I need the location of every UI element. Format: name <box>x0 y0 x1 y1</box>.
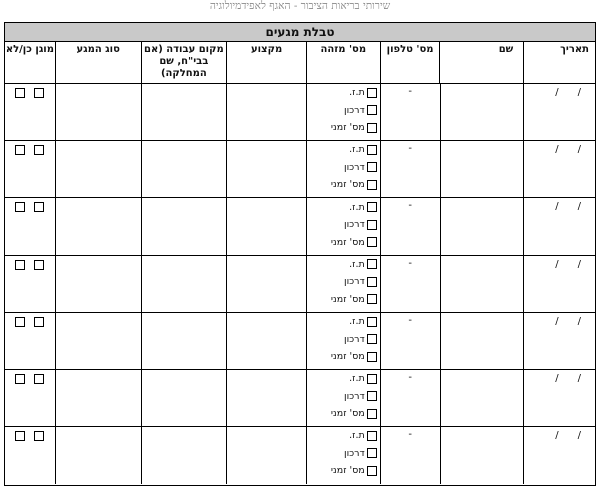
id-option-label: ת.ז. <box>349 258 365 270</box>
id-option <box>307 216 380 234</box>
id-checkbox[interactable] <box>367 123 377 133</box>
id-option-label: דרכון <box>343 333 365 345</box>
id-option-label: דרכון <box>343 447 365 459</box>
phone-placeholder: - <box>408 200 412 212</box>
id-checkbox[interactable] <box>367 105 377 115</box>
protected-cell <box>5 141 55 197</box>
id-option <box>307 176 380 194</box>
name-cell[interactable] <box>440 256 524 312</box>
id-option-label: דרכון <box>343 276 365 288</box>
profession-cell[interactable] <box>226 84 306 140</box>
id-cell <box>306 256 380 312</box>
phone-cell[interactable] <box>380 141 440 197</box>
contact-type-cell[interactable] <box>55 141 141 197</box>
id-option <box>307 256 380 274</box>
contact-type-cell[interactable] <box>55 313 141 369</box>
phone-placeholder: - <box>408 371 412 383</box>
protected-no-checkbox[interactable] <box>15 88 25 98</box>
id-option <box>307 387 380 405</box>
column-header-name: שם <box>439 42 523 83</box>
id-option-label: דרכון <box>343 219 365 231</box>
phone-cell[interactable] <box>380 198 440 254</box>
id-checkbox[interactable] <box>367 259 377 269</box>
id-checkbox[interactable] <box>367 202 377 212</box>
phone-cell[interactable] <box>380 256 440 312</box>
date-placeholder: / / <box>555 258 581 270</box>
protected-yes-checkbox[interactable] <box>34 260 44 270</box>
phone-cell[interactable] <box>380 427 440 484</box>
id-checkbox[interactable] <box>367 180 377 190</box>
id-option <box>307 405 380 423</box>
column-header-protected: מוגן כן/לא <box>5 44 54 55</box>
protected-yes-checkbox[interactable] <box>34 374 44 384</box>
id-option-label: ת.ז. <box>349 144 365 156</box>
name-cell[interactable] <box>440 141 524 197</box>
id-option <box>307 330 380 348</box>
date-placeholder: / / <box>555 315 581 327</box>
protected-boxes <box>5 260 55 270</box>
column-header-id: מס' מזהה <box>306 42 380 83</box>
id-option-label: מס' זמני <box>330 293 365 305</box>
protected-boxes <box>5 202 55 212</box>
workplace-cell[interactable] <box>141 84 227 140</box>
workplace-cell[interactable] <box>141 427 227 484</box>
date-cell[interactable] <box>523 198 595 254</box>
id-option <box>307 348 380 366</box>
date-placeholder: / / <box>555 87 581 98</box>
protected-cell <box>5 370 55 426</box>
protected-no-checkbox[interactable] <box>15 431 25 441</box>
name-cell[interactable] <box>440 427 524 484</box>
id-option-label: מס' זמני <box>330 408 365 420</box>
workplace-cell[interactable] <box>141 370 227 426</box>
protected-cell <box>5 198 55 254</box>
profession-cell[interactable] <box>226 198 306 254</box>
column-header-date: תאריך <box>523 42 595 83</box>
column-header-profession: מקצוע <box>226 42 306 83</box>
id-checkbox[interactable] <box>367 317 377 327</box>
contact-type-cell[interactable] <box>55 370 141 426</box>
id-option <box>307 445 380 463</box>
phone-placeholder: - <box>408 257 412 269</box>
table-row <box>5 256 595 313</box>
id-checkbox[interactable] <box>367 88 377 98</box>
protected-boxes <box>5 145 55 155</box>
id-cell <box>306 141 380 197</box>
id-checkbox[interactable] <box>367 448 377 458</box>
protected-boxes <box>5 88 55 98</box>
id-checkbox[interactable] <box>367 237 377 247</box>
table-row <box>5 313 595 370</box>
id-option-label: ת.ז. <box>349 87 365 99</box>
phone-cell[interactable] <box>380 84 440 140</box>
id-checkbox[interactable] <box>367 352 377 362</box>
id-option-label: ת.ז. <box>349 430 365 442</box>
contact-type-cell[interactable] <box>55 256 141 312</box>
id-cell <box>306 313 380 369</box>
date-cell[interactable] <box>523 256 595 312</box>
protected-no-checkbox[interactable] <box>15 374 25 384</box>
id-option-label: מס' זמני <box>330 351 365 362</box>
phone-placeholder: - <box>408 143 412 155</box>
id-checkbox[interactable] <box>367 391 377 401</box>
date-placeholder: / / <box>555 372 581 384</box>
id-checkbox[interactable] <box>367 294 377 304</box>
column-header-workplace: מקום עבודה (אם בבי"ח, שם המחלקה) <box>141 42 227 83</box>
table-row <box>5 84 595 141</box>
table-row <box>5 427 595 484</box>
table-header-row <box>5 42 595 84</box>
workplace-cell[interactable] <box>141 313 227 369</box>
name-cell[interactable] <box>440 84 524 140</box>
name-cell[interactable] <box>440 370 524 426</box>
profession-cell[interactable] <box>226 313 306 369</box>
id-option-label: מס' זמני <box>330 465 365 477</box>
table-row <box>5 370 595 427</box>
protected-yes-checkbox[interactable] <box>34 317 44 327</box>
contacts-table <box>4 22 596 486</box>
id-option-label: מס' זמני <box>330 122 365 134</box>
protected-cell <box>5 84 55 140</box>
id-option <box>307 84 380 102</box>
id-option <box>307 102 380 120</box>
id-checkbox[interactable] <box>367 162 377 172</box>
protected-yes-checkbox[interactable] <box>34 145 44 155</box>
phone-placeholder: - <box>408 429 412 441</box>
date-placeholder: / / <box>555 201 581 213</box>
id-option <box>307 313 380 331</box>
id-option-label: ת.ז. <box>349 373 365 385</box>
date-cell[interactable] <box>523 84 595 140</box>
id-option-label: דרכון <box>343 390 365 402</box>
phone-cell[interactable] <box>380 370 440 426</box>
id-option <box>307 273 380 291</box>
id-option-label: מס' זמני <box>330 179 365 191</box>
date-cell[interactable] <box>523 313 595 369</box>
profession-cell[interactable] <box>226 427 306 484</box>
protected-no-checkbox[interactable] <box>15 202 25 212</box>
id-option <box>307 198 380 216</box>
id-checkbox[interactable] <box>367 220 377 230</box>
id-option <box>307 159 380 177</box>
workplace-cell[interactable] <box>141 256 227 312</box>
id-cell <box>306 198 380 254</box>
id-checkbox[interactable] <box>367 277 377 287</box>
contact-type-cell[interactable] <box>55 198 141 254</box>
column-header-phone: מס' טלפון <box>380 42 440 83</box>
date-placeholder: / / <box>555 144 581 156</box>
protected-yes-checkbox[interactable] <box>34 88 44 98</box>
date-cell[interactable] <box>523 141 595 197</box>
id-option-label: מס' זמני <box>330 236 365 248</box>
table-body <box>5 84 595 484</box>
id-option-label: ת.ז. <box>349 316 365 327</box>
phone-cell[interactable] <box>380 313 440 369</box>
id-option <box>307 370 380 388</box>
phone-placeholder: - <box>408 314 412 326</box>
profession-cell[interactable] <box>226 256 306 312</box>
contact-type-cell[interactable] <box>55 427 141 484</box>
id-option-label: דרכון <box>343 104 365 116</box>
id-option <box>307 427 380 445</box>
id-option <box>307 141 380 159</box>
column-header-contact-type: סוג המגע <box>55 42 141 83</box>
workplace-cell[interactable] <box>141 141 227 197</box>
name-cell[interactable] <box>440 198 524 254</box>
table-row <box>5 198 595 255</box>
id-option <box>307 291 380 309</box>
id-cell <box>306 427 380 484</box>
table-row <box>5 141 595 198</box>
protected-yes-checkbox[interactable] <box>34 431 44 441</box>
page-header: שירותי בריאות הציבור - האגף לאפידמיולוגיה <box>209 0 391 12</box>
protected-boxes <box>5 374 55 384</box>
id-checkbox[interactable] <box>367 431 377 441</box>
id-checkbox[interactable] <box>367 145 377 155</box>
protected-cell <box>5 427 55 484</box>
name-cell[interactable] <box>440 313 524 369</box>
id-option <box>307 233 380 251</box>
id-checkbox[interactable] <box>367 466 377 476</box>
profession-cell[interactable] <box>226 370 306 426</box>
protected-no-checkbox[interactable] <box>15 145 25 155</box>
id-option-label: ת.ז. <box>349 201 365 213</box>
id-option <box>307 119 380 137</box>
id-checkbox[interactable] <box>367 334 377 344</box>
protected-cell <box>5 256 55 312</box>
id-option <box>307 462 380 480</box>
protected-no-checkbox[interactable] <box>15 317 25 327</box>
id-checkbox[interactable] <box>367 374 377 384</box>
profession-cell[interactable] <box>226 141 306 197</box>
protected-cell <box>5 313 55 369</box>
id-cell <box>306 84 380 140</box>
protected-no-checkbox[interactable] <box>15 260 25 270</box>
protected-yes-checkbox[interactable] <box>34 202 44 212</box>
table-title: טבלת מגעים <box>5 23 595 42</box>
date-placeholder: / / <box>555 430 581 442</box>
date-cell[interactable] <box>523 370 595 426</box>
id-cell <box>306 370 380 426</box>
contact-type-cell[interactable] <box>55 84 141 140</box>
protected-boxes <box>5 317 55 327</box>
phone-placeholder: - <box>408 86 412 97</box>
id-checkbox[interactable] <box>367 409 377 419</box>
id-option-label: דרכון <box>343 161 365 173</box>
date-cell[interactable] <box>523 427 595 484</box>
workplace-cell[interactable] <box>141 198 227 254</box>
protected-boxes <box>5 431 55 441</box>
